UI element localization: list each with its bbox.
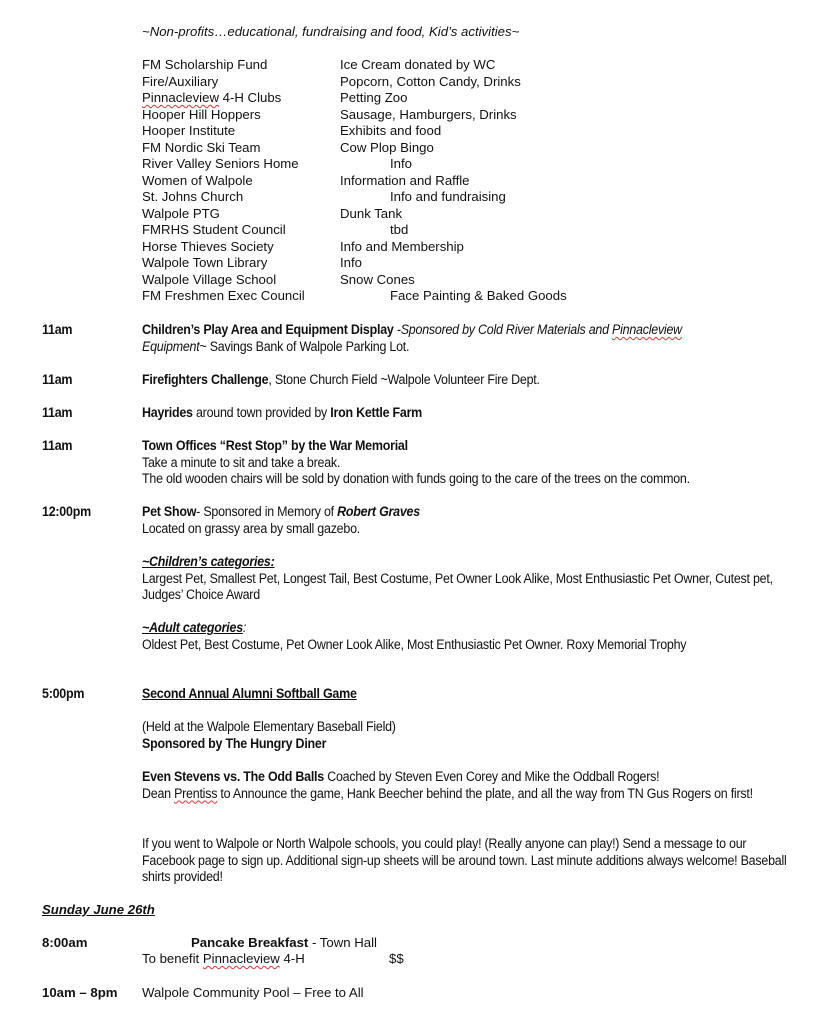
nonprofit-activity: Info and Membership <box>340 238 464 254</box>
event-title: Firefighters Challenge <box>142 372 269 387</box>
event-softball <box>142 686 802 703</box>
adult-categories-heading: ~Adult categories <box>142 620 243 635</box>
event-benefit <box>142 951 305 968</box>
event-title: Pancake Breakfast <box>191 935 309 950</box>
nonprofit-activity: tbd <box>390 222 409 237</box>
event-sponsor-cont: Equipment <box>142 338 200 354</box>
nonprofit-org: Fire/Auxiliary <box>142 73 219 89</box>
coaches: Coached by Steven Even Corey and Mike the Oddball Rogers! <box>323 769 660 784</box>
event-time: 11am <box>42 438 73 453</box>
event-location: - Town Hall <box>308 935 377 950</box>
nonprofit-activity: Info <box>390 156 412 171</box>
nonprofit-org: FM Scholarship Fund <box>142 57 268 72</box>
event-title: Town Offices “Rest Stop” by the War Memorial <box>142 438 408 453</box>
event-play-area <box>142 322 802 355</box>
event-details: , Stone Church Field ~Walpole Volunteer Fire Dept. <box>268 372 540 387</box>
nonprofit-org: FMRHS Student Council <box>142 222 286 237</box>
event-time: 10am – 8pm <box>42 985 118 1000</box>
nonprofit-activity: Petting Zoo <box>340 90 408 105</box>
announce-text: Dean <box>142 785 175 801</box>
children-categories-list: Largest Pet, Smallest Pet, Longest Tail, Best Costume, Pet Owner Look Alike, Most Enthusiastic Pet Owner, Cutest pet, Judges’ Choice Award <box>142 570 773 602</box>
colon: : <box>242 620 247 635</box>
event-time: 11am <box>42 372 73 387</box>
event-time: 8:00am <box>42 935 88 950</box>
nonprofit-activity: Face Painting & Baked Goods <box>390 288 567 303</box>
nonprofit-org: Horse Thieves Society <box>142 238 274 254</box>
nonprofit-activity: Snow Cones <box>340 271 415 287</box>
misspelled-word: Pinnacleview <box>202 951 280 966</box>
adult-categories-list: Oldest Pet, Best Costume, Pet Owner Look Alike, Most Enthusiastic Pet Owner. Roxy Memorial Trophy <box>142 636 687 652</box>
event-location: ~ Savings Bank of Walpole Parking Lot. <box>199 338 410 354</box>
misspelled-word: Prentiss <box>174 785 218 801</box>
announce-text-cont: to Announce the game, Hank Beecher behind the plate, and all the way from TN Gus Rogers on first! <box>217 785 753 801</box>
event-firefighters <box>142 372 802 389</box>
misspelled-word: Pinnacleview <box>612 322 682 337</box>
nonprofit-activity: Sausage, Hamburgers, Drinks <box>340 106 517 122</box>
nonprofit-org: FM Nordic Ski Team <box>142 139 261 155</box>
nonprofit-org: Walpole Village School <box>142 271 277 287</box>
nonprofit-org: St. Johns Church <box>142 189 244 204</box>
event-title: Children’s Play Area and Equipment Display <box>142 322 394 337</box>
event-title: Hayrides <box>142 405 193 420</box>
nonprofit-org: FM Freshmen Exec Council <box>142 288 305 303</box>
softball-signup <box>142 836 802 886</box>
softball-venue <box>142 719 802 752</box>
nonprofit-activity: Info and fundraising <box>390 189 506 204</box>
event-line: The old wooden chairs will be sold by donation with funds going to the care of the trees on the common. <box>142 471 690 486</box>
event-pool: Walpole Community Pool – Free to All <box>142 985 364 1000</box>
children-categories-heading: ~Children’s categories: <box>142 554 275 569</box>
memorial-name: Robert Graves <box>337 504 420 519</box>
nonprofit-org: Walpole PTG <box>142 205 220 221</box>
event-rest-stop <box>142 438 802 488</box>
event-title: Pet Show <box>142 504 197 519</box>
event-title: Second Annual Alumni Softball Game <box>142 686 357 701</box>
event-pancake <box>191 935 377 952</box>
nonprofit-org <box>142 90 281 107</box>
nonprofit-activity: Information and Raffle <box>340 172 470 188</box>
nonprofit-org: Women of Walpole <box>142 172 253 188</box>
price: $$ <box>389 951 404 966</box>
adult-categories <box>142 620 802 653</box>
nonprofit-org: Walpole Town Library <box>142 255 268 270</box>
event-sponsor: Sponsored by The Hungry Diner <box>142 735 327 751</box>
event-provider: Iron Kettle Farm <box>330 405 423 420</box>
event-time: 5:00pm <box>42 686 85 701</box>
children-categories <box>142 554 802 604</box>
nonprofit-activity: Exhibits and food <box>340 123 442 138</box>
event-time: 11am <box>42 405 73 420</box>
nonprofit-activity: Dunk Tank <box>340 205 403 221</box>
misspelled-word: Pinnacleview <box>142 90 219 105</box>
event-sponsor: - Sponsored in Memory of <box>196 504 338 519</box>
org-text: 4-H Clubs <box>218 90 282 105</box>
event-hayrides <box>142 405 802 422</box>
benefit-text: To benefit <box>142 951 203 966</box>
event-time: 12:00pm <box>42 504 91 519</box>
nonprofit-activity: Popcorn, Cotton Candy, Drinks <box>340 73 521 89</box>
benefit-text-cont: 4-H <box>279 951 305 966</box>
event-details: around town provided by <box>192 405 331 420</box>
event-sponsor: -Sponsored by Cold River Materials and <box>393 322 613 337</box>
softball-teams <box>142 769 802 802</box>
nonprofit-org: Hooper Institute <box>142 123 236 138</box>
day-heading: Sunday June 26th <box>42 902 155 917</box>
nonprofit-activity: Ice Cream donated by WC <box>340 57 496 72</box>
teams: Even Stevens vs. The Odd Balls <box>142 769 324 784</box>
event-line: Take a minute to sit and take a break. <box>142 454 341 470</box>
nonprofit-activity: Cow Plop Bingo <box>340 139 434 155</box>
nonprofit-activity: Info <box>340 255 362 270</box>
signup-text: If you went to Walpole or North Walpole schools, you could play! (Really anyone can play!) Send a message to our Facebook page to sign up. Additional sign-up sheets will be around town. Last minute additions always welcome! Baseball shirts provided! <box>142 836 787 884</box>
event-time: 11am <box>42 322 73 337</box>
event-location: Located on grassy area by small gazebo. <box>142 520 360 536</box>
nonprofit-org: River Valley Seniors Home <box>142 156 299 171</box>
event-pet-show <box>142 504 802 537</box>
nonprofit-org: Hooper Hill Hoppers <box>142 106 261 122</box>
nonprofits-heading: ~Non-profits…educational, fundraising and food, Kid’s activities~ <box>142 24 520 39</box>
event-venue: (Held at the Walpole Elementary Baseball Field) <box>142 719 396 734</box>
